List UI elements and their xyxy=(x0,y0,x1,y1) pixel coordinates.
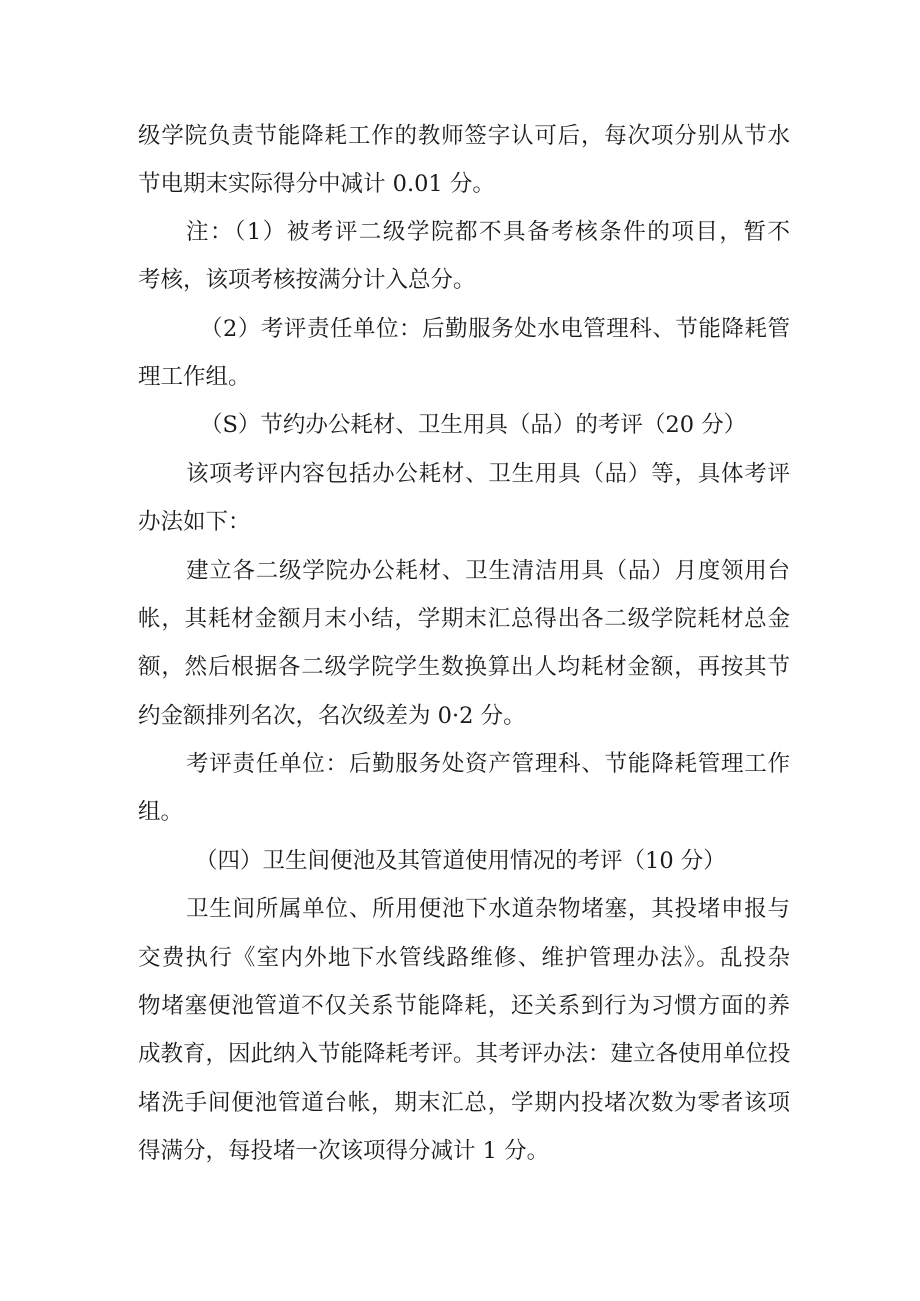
paragraph-line: 考评责任单位：后勤服务处资产管理科、节能降耗管理工作 xyxy=(186,751,790,777)
note-line: 考核，该项考核按满分计入总分。 xyxy=(138,267,476,293)
paragraph-line: 节电期末实际得分中减计 0.01 分。 xyxy=(138,171,495,197)
paragraph-line: 办法如下： xyxy=(138,509,251,535)
paragraph-line: 交费执行《室内外地下水管线路维修、维护管理办法》。乱投杂 xyxy=(138,945,790,971)
paragraph-line: 组。 xyxy=(138,799,184,825)
note-line: （2）考评责任单位：后勤服务处水电管理科、节能降耗管 xyxy=(200,316,790,342)
section-heading: （S）节约办公耗材、卫生用具（品）的考评（20 分） xyxy=(200,412,747,438)
paragraph-line: 建立各二级学院办公耗材、卫生清洁用具（品）月度领用台 xyxy=(186,558,790,584)
paragraph-line: 成教育，因此纳入节能降耗考评。其考评办法：建立各使用单位投 xyxy=(138,1041,791,1067)
note-line: 注：（1）被考评二级学院都不具备考核条件的项目，暂不 xyxy=(186,219,790,245)
paragraph-line: 额，然后根据各二级学院学生数换算出人均耗材金额，再按其节 xyxy=(138,654,790,680)
paragraph-line: 物堵塞便池管道不仅关系节能降耗，还关系到行为习惯方面的养 xyxy=(138,993,790,1019)
paragraph-line: 堵洗手间便池管道台帐，期末汇总，学期内投堵次数为零者该项 xyxy=(138,1090,790,1116)
paragraph-line: 卫生间所属单位、所用便池下水道杂物堵塞，其投堵申报与 xyxy=(186,896,790,922)
paragraph-line: 该项考评内容包括办公耗材、卫生用具（品）等，具体考评 xyxy=(186,461,790,487)
paragraph-line: 帐，其耗材金额月末小结，学期末汇总得出各二级学院耗材总金 xyxy=(138,606,790,632)
section-heading: （四）卫生间便池及其管道使用情况的考评（10 分） xyxy=(195,848,726,874)
paragraph-line: 约金额排列名次，名次级差为 0·2 分。 xyxy=(138,703,526,729)
paragraph-line: 得满分，每投堵一次该项得分减计 1 分。 xyxy=(138,1138,550,1164)
paragraph-line: 级学院负责节能降耗工作的教师签字认可后，每次项分别从节水 xyxy=(138,123,790,149)
note-line: 理工作组。 xyxy=(138,364,251,390)
